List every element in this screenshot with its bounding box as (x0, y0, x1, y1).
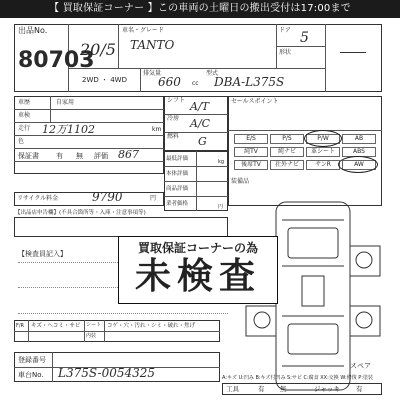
grade-label-3: 商品評価 (166, 186, 189, 192)
history-value: 自家用 (56, 99, 75, 106)
equip-tv: 純TV (234, 147, 268, 157)
lot-label: 出品No. (18, 26, 48, 35)
shift-value: A/T (190, 100, 209, 113)
engine-cc-unit: cc (192, 80, 199, 87)
check-label: 【検査員記入】 (18, 250, 67, 258)
equip-ps: P/S (270, 134, 304, 144)
fuel-value: G (198, 135, 207, 148)
cond-seat: シート (86, 322, 102, 328)
equip-leather: 革シート (306, 147, 340, 157)
inspection-label: 車検 (18, 112, 31, 119)
weight-unit: kg (218, 159, 225, 165)
model-label: 車名・グレード (122, 27, 165, 34)
grade-label-1: 最低評価 (166, 156, 189, 162)
equip-pw: P/W (306, 134, 340, 144)
tools-no: 無 (280, 385, 287, 393)
grade-label-4: 業者価格 (166, 201, 189, 207)
history-label: 車歴 (18, 99, 31, 106)
chassis-label: 車台No. (18, 371, 44, 379)
rating-value: 867 (118, 148, 139, 161)
equip-aftermarket-navi: 社外ナビ (270, 160, 304, 170)
grade-label-2: 本体評価 (166, 171, 189, 177)
engine-model-value: DBA-L375S (214, 75, 285, 89)
recycle-unit: 円 (150, 195, 157, 202)
chassis-value: L375S-0054325 (58, 366, 156, 380)
cond-fr: F/R (16, 323, 25, 329)
recycle-value: 9790 (92, 190, 123, 204)
cond-stain: コゲ・穴・汚れ・シミ・破れ・焦げ (107, 323, 196, 329)
warranty-no: 無 (76, 152, 83, 160)
shape-dash (340, 52, 366, 53)
mileage-label: 走行 (18, 125, 31, 132)
rating-label: 評価 (94, 152, 108, 160)
sales-point-label: セールスポイント (231, 98, 279, 105)
equip-ab: AB (342, 134, 376, 144)
year-value: 20/5 (80, 40, 116, 59)
equip-abs: ABS (342, 147, 376, 157)
equip-rear-tv: 後席TV (234, 160, 268, 170)
notes-area (14, 217, 228, 237)
price-unit: 円 (218, 204, 224, 210)
color-label: 色 (18, 138, 25, 145)
mileage-unit: km (152, 126, 162, 133)
warranty-yes: 有 (56, 152, 63, 160)
shape-label: 形状 (279, 49, 292, 56)
tools-yes: 有 (258, 385, 265, 393)
equip-aw: AW (342, 160, 376, 170)
stamp-line-2: 未検査 (134, 256, 261, 297)
recycle-label: リサイクル料金 (17, 195, 59, 202)
engine-cc: 660 (158, 75, 181, 89)
tools-label: 工具 (226, 385, 239, 393)
notes-label: 【出品店申告欄】(不具合箇所等・入庫・注意事項等) (15, 210, 146, 216)
stamp-line-1: 買取保証コーナーの為 (137, 241, 258, 255)
lot-number: 80703 (18, 48, 95, 73)
engine-model-label: 型式 (206, 70, 219, 77)
cond-scratch: キズ・ヘコミ・サビ (31, 323, 81, 329)
jack-yes: 有 (356, 385, 363, 393)
model-value: TANTO (130, 38, 175, 52)
engine-label: 排気量 (143, 70, 162, 77)
damage-legend: A:キズ U:凹み B:キズ付凹み S:サビ C:腐食 XX:交換 W:修復 P:塗装 (222, 375, 374, 381)
fuel-label: 燃料 (167, 133, 180, 140)
equip-sunroof: サンR (306, 160, 340, 170)
doors-value: 5 (300, 30, 309, 46)
registration-label: 登録番号 (18, 356, 46, 364)
doors-label: ドア (279, 27, 291, 34)
circle-aw (338, 156, 378, 173)
circle-pw (304, 130, 342, 147)
equip-es: E/S (234, 134, 268, 144)
aircon-label: 冷房 (167, 115, 180, 122)
jack-label: ジャッキ (314, 385, 340, 393)
equip-navi: 純ナビ (270, 147, 304, 157)
spare-label: スペア (350, 362, 371, 370)
drive-label: 2WD ・ 4WD (82, 76, 127, 84)
warranty-label: 保証書 (18, 152, 39, 160)
aircon-value: A/C (190, 117, 211, 130)
mileage-value: 12万1102 (42, 123, 95, 136)
shift-label: シフト (167, 97, 186, 104)
header-banner: 【 買取保証コーナー 】この車両の土曜日の搬出受付は17:00まで (0, 0, 400, 18)
not-inspected-stamp (118, 236, 278, 304)
cond-interior: 内装 (86, 333, 97, 339)
other-equipment-label: 装備品 (231, 178, 250, 185)
